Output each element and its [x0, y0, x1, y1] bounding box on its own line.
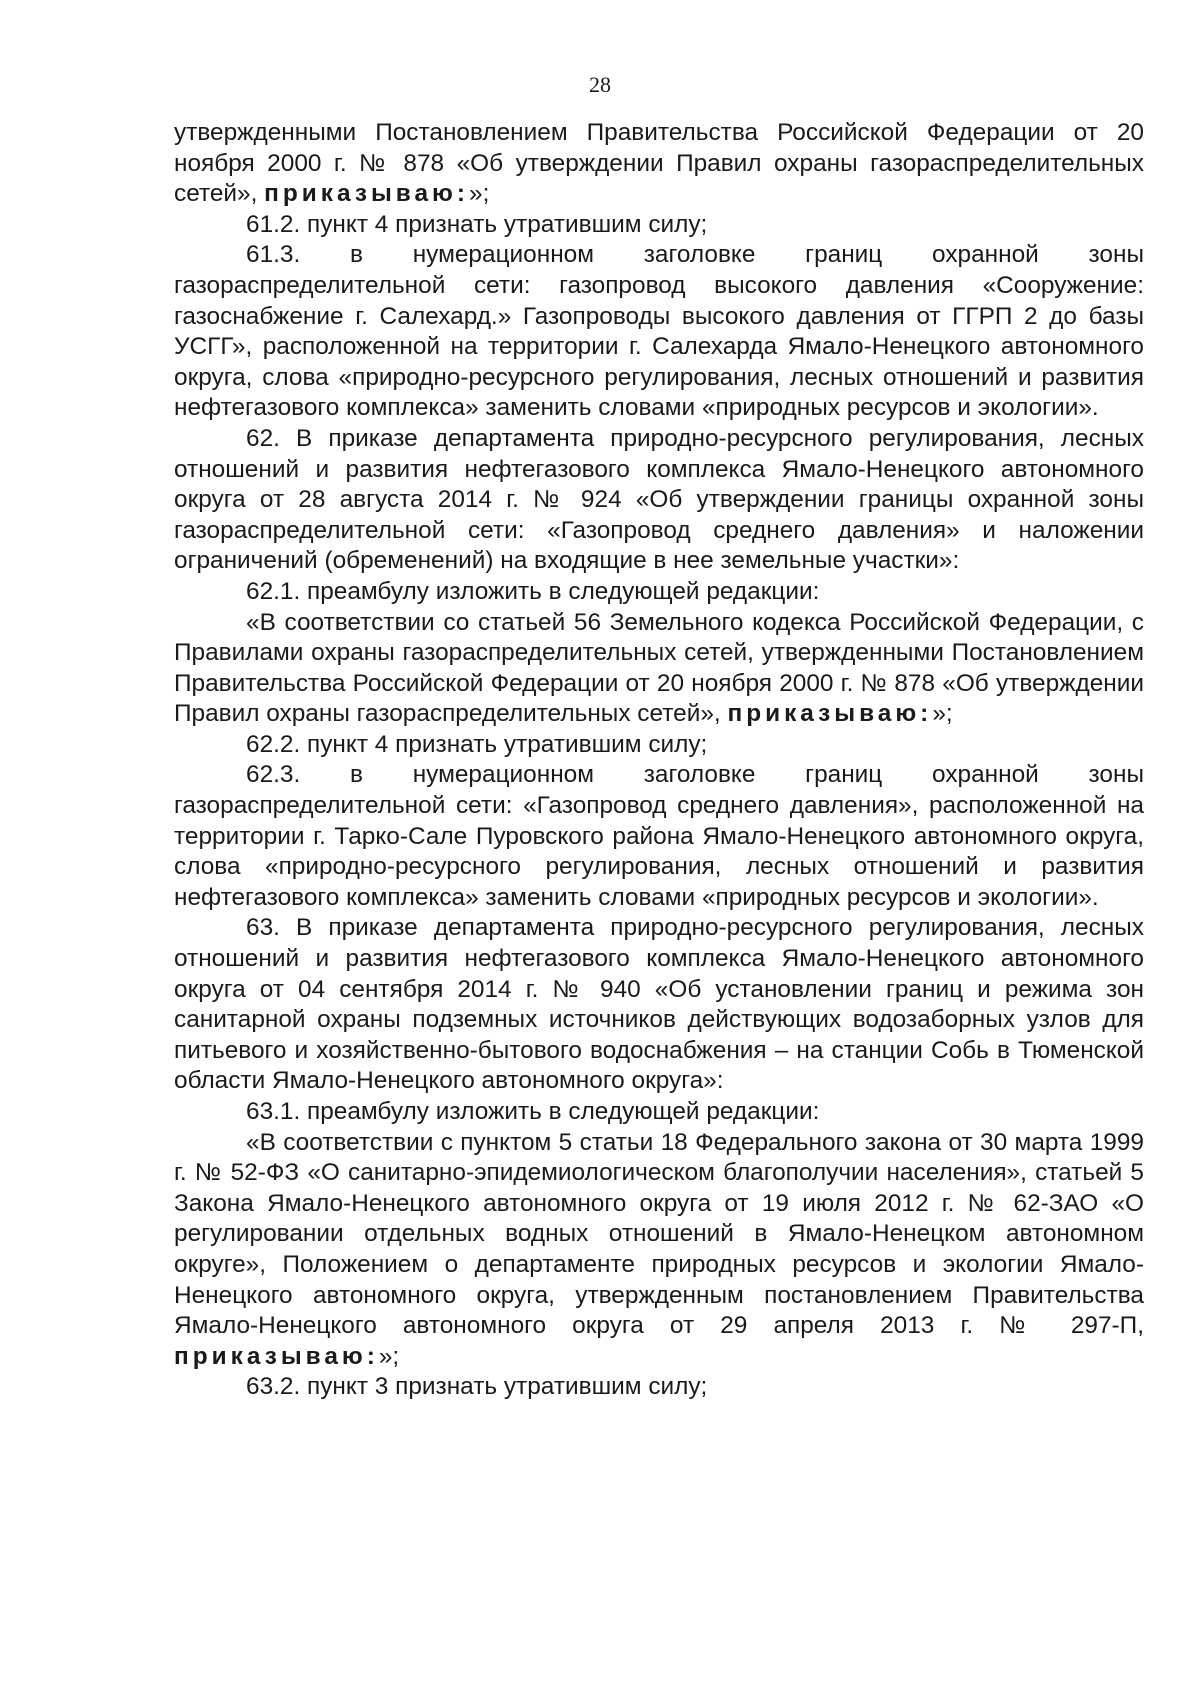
paragraph-text: 63.2. пункт 3 признать утратившим силу; — [246, 1373, 708, 1401]
order-keyword: приказываю: — [264, 180, 469, 208]
paragraph-tail: »; — [469, 180, 490, 208]
paragraph-62-1 — [174, 577, 1144, 608]
paragraph-63 — [174, 913, 1144, 1097]
paragraph-tail: »; — [932, 700, 953, 728]
order-keyword: приказываю: — [727, 700, 933, 728]
paragraph-text: 62. В приказе департамента природно-ресурсного регулирования, лесных отношений и развития нефтегазового комплекса Ямало-Ненецкого автономного округа от 28 августа 2014 г. № 924 «Об утверждении границы охранной зоны газораспределительной сети: «Газопровод среднего давления» и наложении ограничений (обременений) на входящие в нее земельные участки»: — [174, 424, 1144, 575]
paragraph-63-1-preamble — [174, 1128, 1144, 1373]
paragraph-62-3 — [174, 760, 1144, 913]
paragraph-text: 61.3. в нумерационном заголовке границ охранной зоны газораспределительной сети: газопровод высокого давления «Сооружение: газоснабжение г. Салехард.» Газопроводы высокого давления от ГГРП 2 до базы УСГГ», расположенной на территории г. Салехарда Ямало-Ненецкого автономного округа, слова «природно-ресурсного регулирования, лесных отношений и развития нефтегазового комплекса» заменить словами «природных ресурсов и экологии». — [174, 241, 1144, 422]
paragraph-62 — [174, 424, 1144, 577]
order-keyword: приказываю: — [174, 1342, 379, 1370]
paragraph-text: 62.1. преамбулу изложить в следующей редакции: — [246, 577, 820, 605]
paragraph-text: 61.2. пункт 4 признать утратившим силу; — [246, 210, 708, 238]
paragraph-text: «В соответствии с пунктом 5 статьи 18 Федерального закона от 30 марта 1999 г. № 52-ФЗ «О санитарно-эпидемиологическом благополучии населения», статьей 5 Закона Ямало-Ненецкого автономного округа от 19 июля 2012 г. № 62-ЗАО «О регулировании отдельных водных отношений в Ямало-Ненецком автономном округе», Положением о департаменте природных ресурсов и экологии Ямало-Ненецкого автономного округа, утвержденным постановлением Правительства Ямало-Ненецкого автономного округа от 29 апреля 2013 г. № 297-П, — [174, 1128, 1144, 1340]
paragraph-tail: »; — [378, 1342, 400, 1370]
paragraph-text: «В соответствии со статьей 56 Земельного кодекса Российской Федерации, с Правилами охраны газораспределительных сетей, утвержденными Постановлением Правительства Российской Федерации от 20 ноября 2000 г. № 878 «Об утверждении Правил охраны газораспределительных сетей», — [174, 608, 1144, 728]
paragraph-61-2 — [174, 210, 1144, 241]
paragraph-61-3 — [174, 240, 1144, 424]
paragraph-text: 63. В приказе департамента природно-ресурсного регулирования, лесных отношений и развития нефтегазового комплекса Ямало-Ненецкого автономного округа от 04 сентября 2014 г. № 940 «Об установлении границ и режима зон санитарной охраны подземных источников действующих водозаборных узлов для питьевого и хозяйственно-бытового водоснабжения – на станции Собь в Тюменской области Ямало-Ненецкого автономного округа»: — [174, 914, 1144, 1095]
paragraph-text: 62.3. в нумерационном заголовке границ охранной зоны газораспределительной сети: «Газопровод среднего давления», расположенной на территории г. Тарко-Сале Пуровского района Ямало-Ненецкого автономного округа, слова «природно-ресурсного регулирования, лесных отношений и развития нефтегазового комплекса» заменить словами «природных ресурсов и экологии». — [174, 761, 1144, 911]
paragraph-text: 63.1. преамбулу изложить в следующей редакции: — [246, 1098, 820, 1125]
page-number: 28 — [589, 72, 611, 97]
paragraph-text: утвержденными Постановлением Правительства Российской Федерации от 20 ноября 2000 г. № 878 «Об утверждении Правил охраны газораспределительных сетей», — [174, 119, 1144, 208]
document-body — [174, 118, 1144, 1403]
paragraph-text: 62.2. пункт 4 признать утратившим силу; — [246, 730, 708, 758]
paragraph-63-1 — [174, 1097, 1144, 1128]
paragraph-62-2 — [174, 730, 1144, 761]
paragraph-62-1-preamble — [174, 608, 1144, 730]
paragraph-continuation-61-1 — [174, 118, 1144, 210]
paragraph-63-2 — [174, 1372, 1144, 1403]
